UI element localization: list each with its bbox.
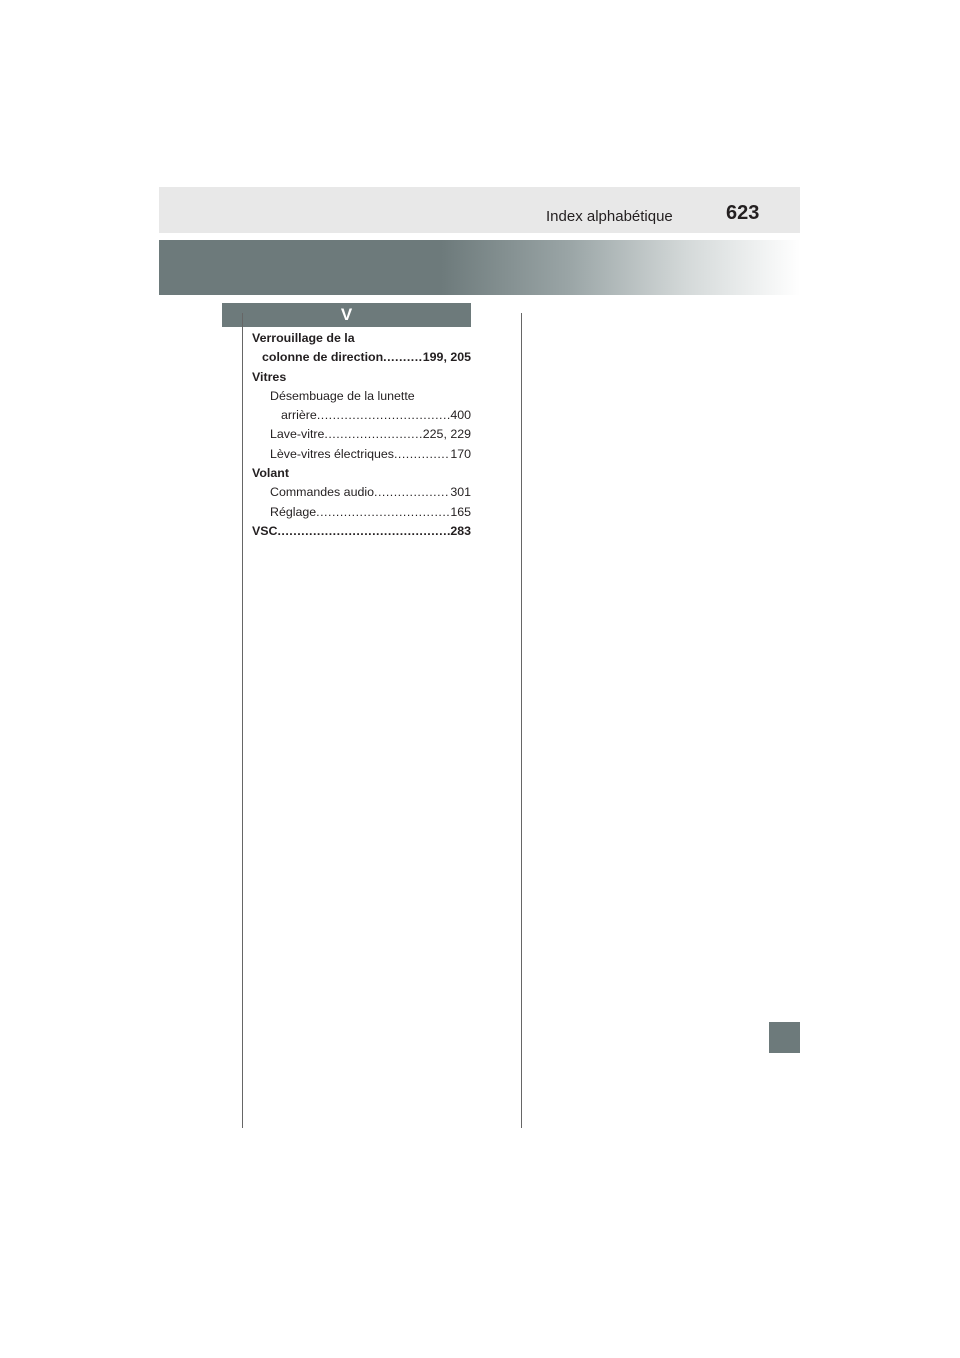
page-number: 623 — [726, 202, 760, 224]
entry-pages: 301 — [450, 485, 471, 500]
entry-label: Verrouillage de la — [252, 331, 355, 345]
leader-dots — [316, 503, 450, 522]
index-subentry-commandes-audio — [252, 483, 471, 502]
entry-label: arrière — [281, 408, 317, 423]
entry-pages: 400 — [450, 408, 471, 423]
index-subentry-desembuage — [252, 387, 471, 406]
section-side-tab — [769, 1022, 800, 1053]
entry-label: Vitres — [252, 369, 287, 384]
entry-pages: 170 — [450, 446, 471, 461]
entry-label: Commandes audio — [270, 485, 375, 500]
entry-label: colonne de direction — [262, 350, 384, 365]
leader-dots — [317, 406, 451, 425]
leader-dots — [383, 348, 423, 367]
entry-label: Lève-vitres électriques — [270, 446, 394, 461]
index-subentry-leve-vitres — [252, 445, 471, 464]
index-entry-vitres — [252, 368, 471, 387]
column-divider-right — [521, 313, 522, 1128]
index-entry-vsc — [252, 522, 471, 541]
index-subentry-lave-vitre — [252, 425, 471, 444]
leader-dots — [374, 483, 450, 502]
entry-pages: 283 — [450, 523, 471, 538]
leader-dots — [277, 522, 450, 541]
leader-dots — [324, 425, 422, 444]
index-entry-volant — [252, 464, 471, 483]
index-subentry-reglage — [252, 503, 471, 522]
entry-pages: 165 — [450, 504, 471, 519]
index-list — [252, 329, 471, 541]
leader-dots — [394, 445, 450, 464]
header-bar — [159, 187, 800, 233]
index-entry-verrouillage — [252, 329, 471, 348]
column-divider-left — [242, 313, 243, 1128]
entry-label: VSC — [252, 523, 278, 538]
page-title: Index alphabétique — [546, 208, 673, 225]
entry-label: Volant — [252, 466, 289, 481]
gradient-band — [159, 240, 800, 295]
index-subentry-desembuage-cont — [252, 406, 471, 425]
entry-pages: 199, 205 — [422, 350, 471, 365]
index-entry-verrouillage-cont — [252, 348, 471, 367]
entry-label: Désembuage de la lunette — [270, 388, 415, 403]
entry-pages: 225, 229 — [422, 427, 471, 442]
entry-label: Réglage — [270, 504, 317, 519]
entry-label: Lave-vitre — [270, 427, 325, 442]
section-letter-banner: V — [222, 303, 471, 327]
